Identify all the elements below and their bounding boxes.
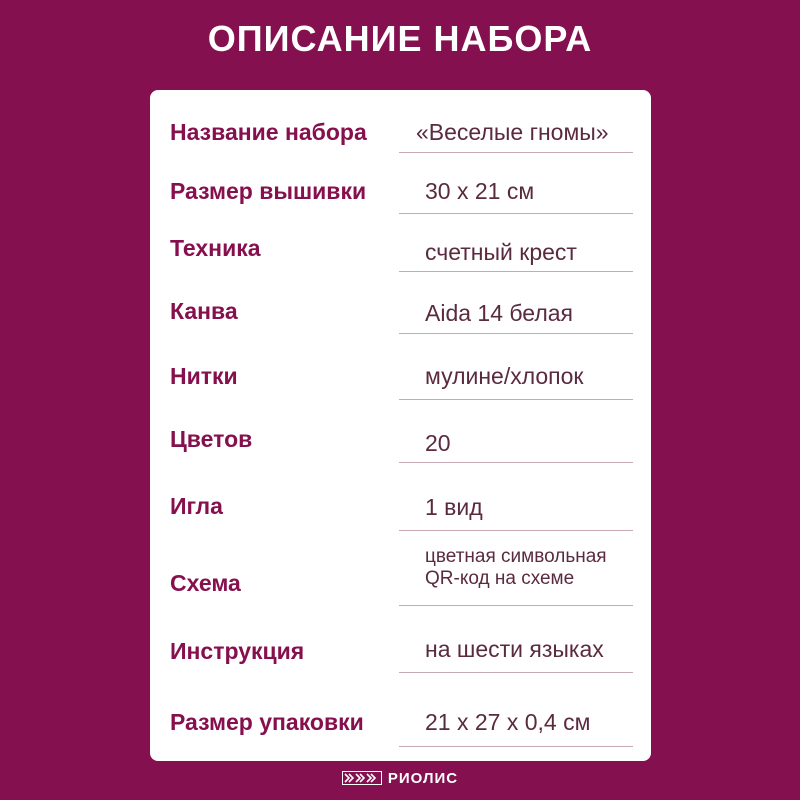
- row-divider: [399, 271, 633, 272]
- row-value: 1 вид: [425, 494, 483, 520]
- row-value: «Веселые гномы»: [416, 119, 609, 145]
- row-value-line1: цветная символьная: [425, 546, 607, 567]
- row-value: на шести языках: [425, 636, 604, 662]
- kit-description-card: [150, 90, 651, 761]
- row-label: Канва: [170, 298, 238, 324]
- brand-footer: [0, 763, 800, 793]
- row-value: 20: [425, 430, 451, 456]
- row-label: Размер упаковки: [170, 709, 364, 735]
- row-label: Схема: [170, 570, 241, 596]
- row-value: Aida 14 белая: [425, 300, 574, 326]
- row-label: Нитки: [170, 363, 238, 389]
- row-label: Цветов: [170, 426, 253, 452]
- row-label: Техника: [170, 235, 261, 261]
- row-divider: [399, 746, 633, 747]
- row-divider: [399, 333, 633, 334]
- row-value: счетный крест: [425, 239, 577, 265]
- row-divider: [399, 399, 633, 400]
- row-divider: [399, 672, 633, 673]
- row-label: Игла: [170, 493, 223, 519]
- row-divider: [399, 530, 633, 531]
- row-divider: [399, 605, 633, 606]
- brand-name: РИОЛИС: [387, 769, 459, 787]
- row-label: Размер вышивки: [170, 178, 367, 204]
- row-value-line2: QR-код на схеме: [425, 568, 575, 589]
- page-title: ОПИСАНИЕ НАБОРА: [207, 18, 593, 59]
- row-value: 30 х 21 см: [425, 178, 535, 204]
- row-divider: [399, 213, 633, 214]
- row-label: Инструкция: [170, 638, 305, 664]
- row-label: Название набора: [170, 119, 367, 145]
- row-value: 21 х 27 х 0,4 см: [425, 709, 591, 735]
- row-divider: [399, 152, 633, 153]
- row-value: мулине/хлопок: [425, 363, 584, 389]
- row-divider: [399, 462, 633, 463]
- riolis-logo-icon: [342, 771, 382, 785]
